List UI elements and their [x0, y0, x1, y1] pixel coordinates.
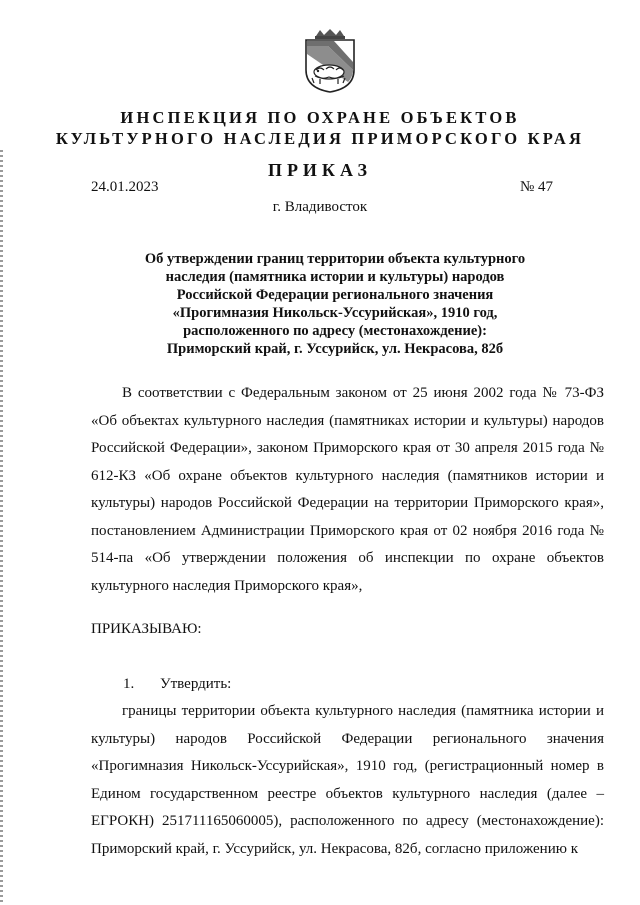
scan-edge [0, 150, 3, 905]
order-subject [120, 250, 550, 358]
order-number: № 47 [519, 179, 553, 195]
order-date: 24.01.2023 [91, 179, 159, 195]
subject-line: Российской Федерации регионального значения [176, 287, 494, 303]
item-1-paragraph: границы территории объекта культурного наследия (памятника истории и культуры) народов Российской Федерации регионального значения «Прогимназия Никольск-Уссурийская», 1910 год, (регистрационный номер в Едином государственном реестре объектов культурного наследия (далее – ЕГРОКН) 251711165060005), расположенного по адресу (местонахождение): Приморский край, г. Уссурийск, ул. Некрасова, 82б, согласно приложению к [91, 703, 604, 857]
subject-line: Приморский край, г. Уссурийск, ул. Некрасова, 82б [166, 341, 504, 357]
item-verb: Утвердить: [160, 676, 232, 692]
preamble-paragraph: В соответствии с Федеральным законом от 25 июня 2002 года № 73-ФЗ «Об объектах культурного наследия (памятниках истории и культуры) народов Российской Федерации», законом Приморского края от 30 апреля 2015 года № 612-КЗ «Об охране объектов культурного наследия (памятников истории и культуры) народов Российской Федерации на территории Приморского края», постановлением Администрации Приморского края от 02 ноября 2016 года № 514-па «Об утверждении положения об инспекции по охране объектов культурного наследия Приморского края», [91, 385, 604, 594]
list-item-1 [123, 676, 231, 693]
item-number: 1. [123, 676, 135, 692]
item-1-block [91, 698, 604, 863]
subject-line: Об утверждении границ территории объекта культурного [144, 251, 526, 267]
subject-line: «Прогимназия Никольск-Уссурийская», 1910 год, [172, 305, 498, 321]
organization-name-line-1: ИНСПЕКЦИЯ ПО ОХРАНЕ ОБЪЕКТОВ [120, 108, 520, 127]
coat-of-arms-icon [298, 28, 362, 94]
subject-line: расположенного по адресу (местонахождение): [183, 323, 487, 339]
order-directive: ПРИКАЗЫВАЮ: [91, 621, 202, 637]
document-type: ПРИКАЗ [267, 160, 373, 180]
order-city: г. Владивосток [272, 199, 368, 215]
subject-line: наследия (памятника истории и культуры) народов [165, 269, 505, 285]
preamble-block [91, 380, 604, 600]
organization-name-line-2: КУЛЬТУРНОГО НАСЛЕДИЯ ПРИМОРСКОГО КРАЯ [55, 129, 585, 148]
